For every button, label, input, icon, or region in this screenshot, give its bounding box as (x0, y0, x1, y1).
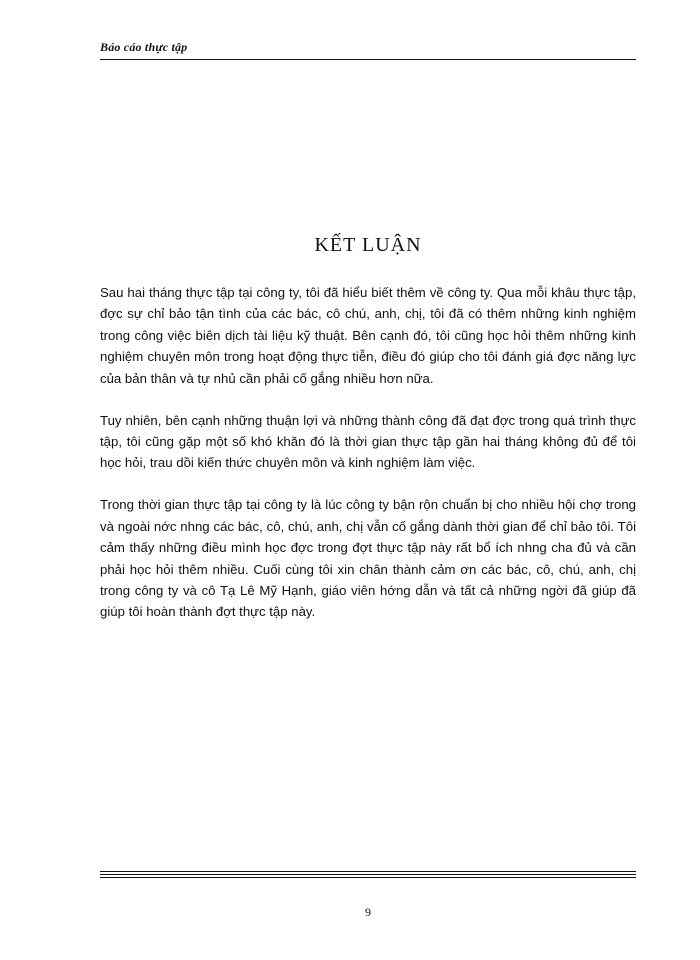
footer-rule (100, 874, 636, 875)
document-body (100, 282, 636, 643)
header-rule (100, 59, 636, 60)
footer-rule (100, 871, 636, 872)
paragraph-3: Trong thời gian thực tập tại công ty là lúc công ty bận rộn chuẩn bị cho nhiều hội chợ trong và ngoài nớc nhng các bác, cô, chú, anh, chị vẫn cố gắng dành thời gian để chỉ bảo tôi. Tôi cảm thấy những điều mình học đợc trong đợt thực tập này rất bổ ích nhng cha đủ và cần phải học hỏi thêm nhiều. Cuối cùng tôi xin chân thành cảm ơn các bác, cô, chú, anh, chị trong công ty và cô Tạ Lê Mỹ Hạnh, giáo viên hớng dẫn và tất cả những ngời đã giúp đã giúp tôi hoàn thành đợt thực tập này. (100, 497, 636, 620)
paragraph-2: Tuy nhiên, bên cạnh những thuận lợi và những thành công đã đạt đợc trong quá trình thực tập, tôi cũng gặp một số khó khăn đó là thời gian thực tập gần hai tháng không đủ để tôi học hỏi, trau dồi kiến thức chuyên môn và kinh nghiệm làm việc. (100, 412, 636, 471)
conclusion-heading: KẾT LUẬN (314, 234, 422, 256)
footer-rule-group (100, 871, 636, 880)
paragraph-1: Sau hai tháng thực tập tại công ty, tôi đã hiểu biết thêm về công ty. Qua mỗi khâu thực tập, đợc sự chỉ bảo tận tình của các bác, cô chú, anh, chị, tôi đã có thêm những kinh nghiệm trong công việc biên dịch tài liệu kỹ thuật. Bên cạnh đó, tôi cũng học hỏi thêm những kinh nghiệm chuyên môn trong hoạt động thực tiễn, điều đó giúp cho tôi đánh giá đợc năng lực của bản thân và tự nhủ cần phải cố gắng nhiều hơn nữa. (100, 285, 636, 386)
footer-rule (100, 877, 636, 878)
page-number: 9 (365, 905, 371, 919)
running-header-title: Báo cáo thực tập (100, 40, 188, 54)
